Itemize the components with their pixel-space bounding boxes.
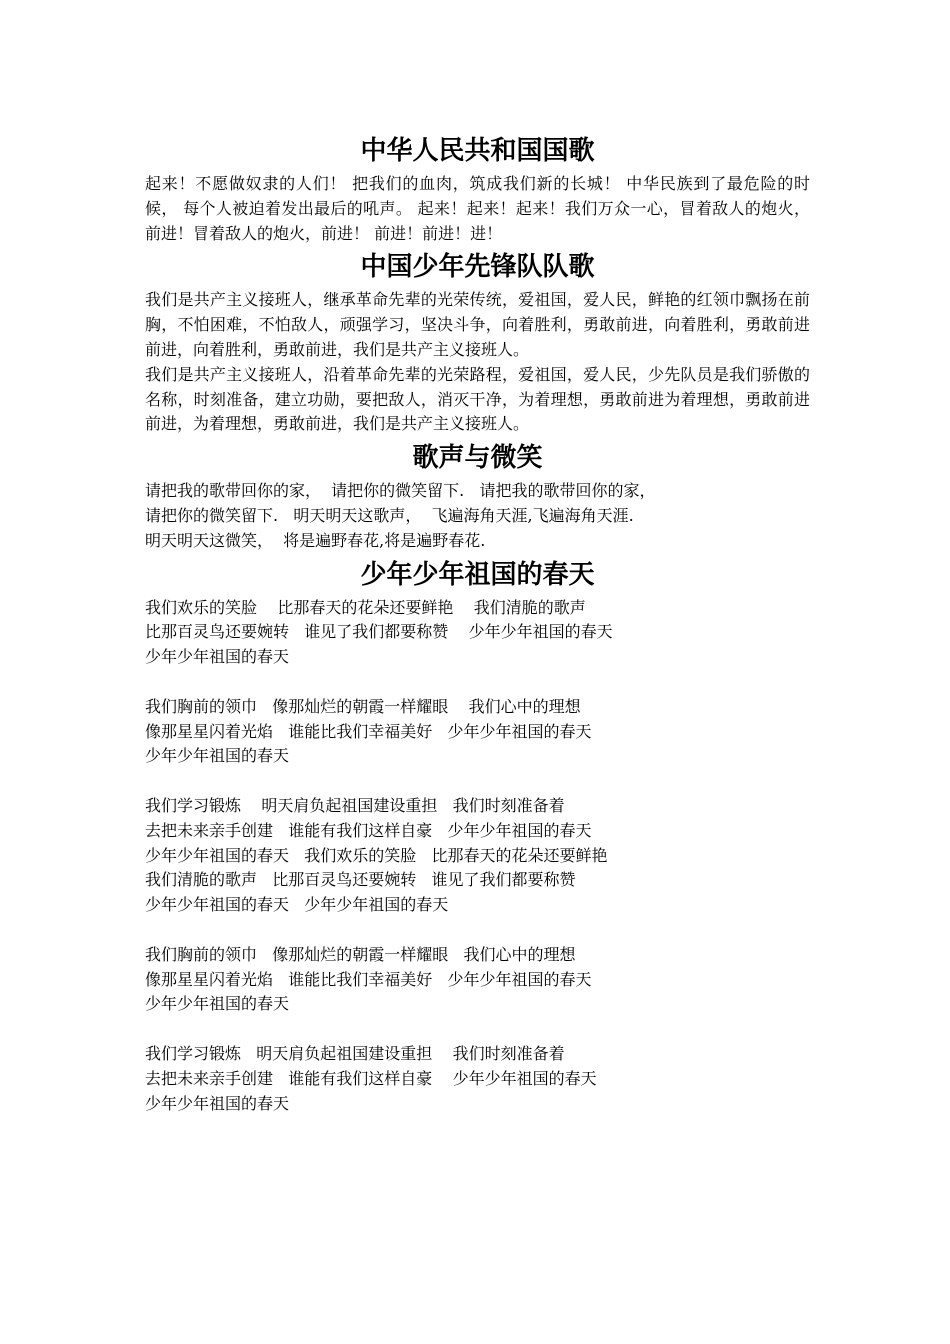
- lyrics-stanza: [145, 479, 810, 553]
- lyrics-stanza: [145, 596, 810, 670]
- document-page: [145, 130, 810, 1116]
- lyrics-line: 去把未来亲手创建 谁能有我们这样自豪 少年少年祖国的春天: [145, 1068, 597, 1088]
- lyrics-line: 少年少年祖国的春天: [145, 994, 290, 1014]
- lyrics-paragraph: 我们是共产主义接班人，沿着革命先辈的光荣路程，爱祖国，爱人民，少先队员是我们骄傲的名称，时刻准备，建立功勋，要把敌人，消灭干净，为着理想，勇敢前进为着理想，勇敢前进前进，为着理想，勇敢前进，我们是共产主义接班人。: [145, 364, 810, 434]
- lyrics-line: 少年少年祖国的春天: [145, 647, 290, 667]
- lyrics-paragraph: 起来！不愿做奴隶的人们！ 把我们的血肉，筑成我们新的长城！ 中华民族到了最危险的时候， 每个人被迫着发出最后的吼声。 起来！起来！起来！我们万众一心，冒着敌人的炮火，前进！冒着敌人的炮火，前进！ 前进！前进！进！: [145, 174, 810, 243]
- song-songs-and-smiles: [145, 437, 810, 553]
- lyrics-line: 去把未来亲手创建 谁能有我们这样自豪 少年少年祖国的春天: [145, 820, 592, 840]
- song-title: 中华人民共和国国歌: [360, 136, 595, 166]
- song-title: 少年少年祖国的春天: [360, 559, 595, 590]
- lyrics-paragraph: 我们是共产主义接班人，继承革命先辈的光荣传统，爱祖国，爱人民，鲜艳的红领巾飘扬在前胸，不怕困难，不怕敌人，顽强学习，坚决斗争，向着胜利，勇敢前进，向着胜利，勇敢前进前进，向着胜利，勇敢前进，我们是共产主义接班人。: [145, 290, 810, 359]
- lyrics-line: 像那星星闪着光焰 谁能比我们幸福美好 少年少年祖国的春天: [145, 721, 592, 741]
- lyrics-line: 我们胸前的领巾 像那灿烂的朝霞一样耀眼 我们心中的理想: [145, 944, 576, 964]
- lyrics-stanza: [145, 695, 810, 769]
- lyrics-line: 少年少年祖国的春天: [145, 1093, 290, 1113]
- lyrics-line: 比那百灵鸟还要婉转 谁见了我们都要称赞 少年少年祖国的春天: [145, 622, 613, 642]
- lyrics-line: 我们清脆的歌声 比那百灵鸟还要婉转 谁见了我们都要称赞: [145, 870, 576, 890]
- lyrics-line: 我们学习锻炼 明天肩负起祖国建设重担 我们时刻准备着: [145, 1043, 565, 1063]
- lyrics-line: 少年少年祖国的春天 我们欢乐的笑脸 比那春天的花朵还要鲜艳: [145, 845, 608, 865]
- lyrics-line: 我们欢乐的笑脸 比那春天的花朵还要鲜艳 我们清脆的歌声: [145, 597, 586, 617]
- song-youth-spring-of-motherland: [145, 554, 810, 1117]
- lyrics-line: 明天明天这微笑， 将是遍野春花,将是遍野春花.: [145, 530, 486, 550]
- lyrics-line: 像那星星闪着光焰 谁能比我们幸福美好 少年少年祖国的春天: [145, 969, 592, 989]
- song-national-anthem: [145, 130, 810, 246]
- lyrics-line: 请把你的微笑留下. 明天明天这歌声， 飞遍海角天涯,飞遍海角天涯.: [145, 505, 634, 525]
- lyrics-stanza: [145, 1042, 810, 1116]
- lyrics-line: 少年少年祖国的春天 少年少年祖国的春天: [145, 895, 449, 915]
- song-title: 中国少年先锋队队歌: [360, 252, 595, 283]
- lyrics-stanza: [145, 943, 810, 1017]
- song-title: 歌声与微笑: [412, 443, 543, 474]
- song-young-pioneers-anthem: [145, 246, 810, 437]
- lyrics-line: 我们学习锻炼 明天肩负起祖国建设重担 我们时刻准备着: [145, 795, 565, 815]
- lyrics-stanza: [145, 794, 810, 918]
- lyrics-line: 我们胸前的领巾 像那灿烂的朝霞一样耀眼 我们心中的理想: [145, 696, 581, 716]
- lyrics-line: 少年少年祖国的春天: [145, 746, 290, 766]
- lyrics-line: 请把我的歌带回你的家， 请把你的微笑留下. 请把我的歌带回你的家，: [145, 481, 656, 501]
